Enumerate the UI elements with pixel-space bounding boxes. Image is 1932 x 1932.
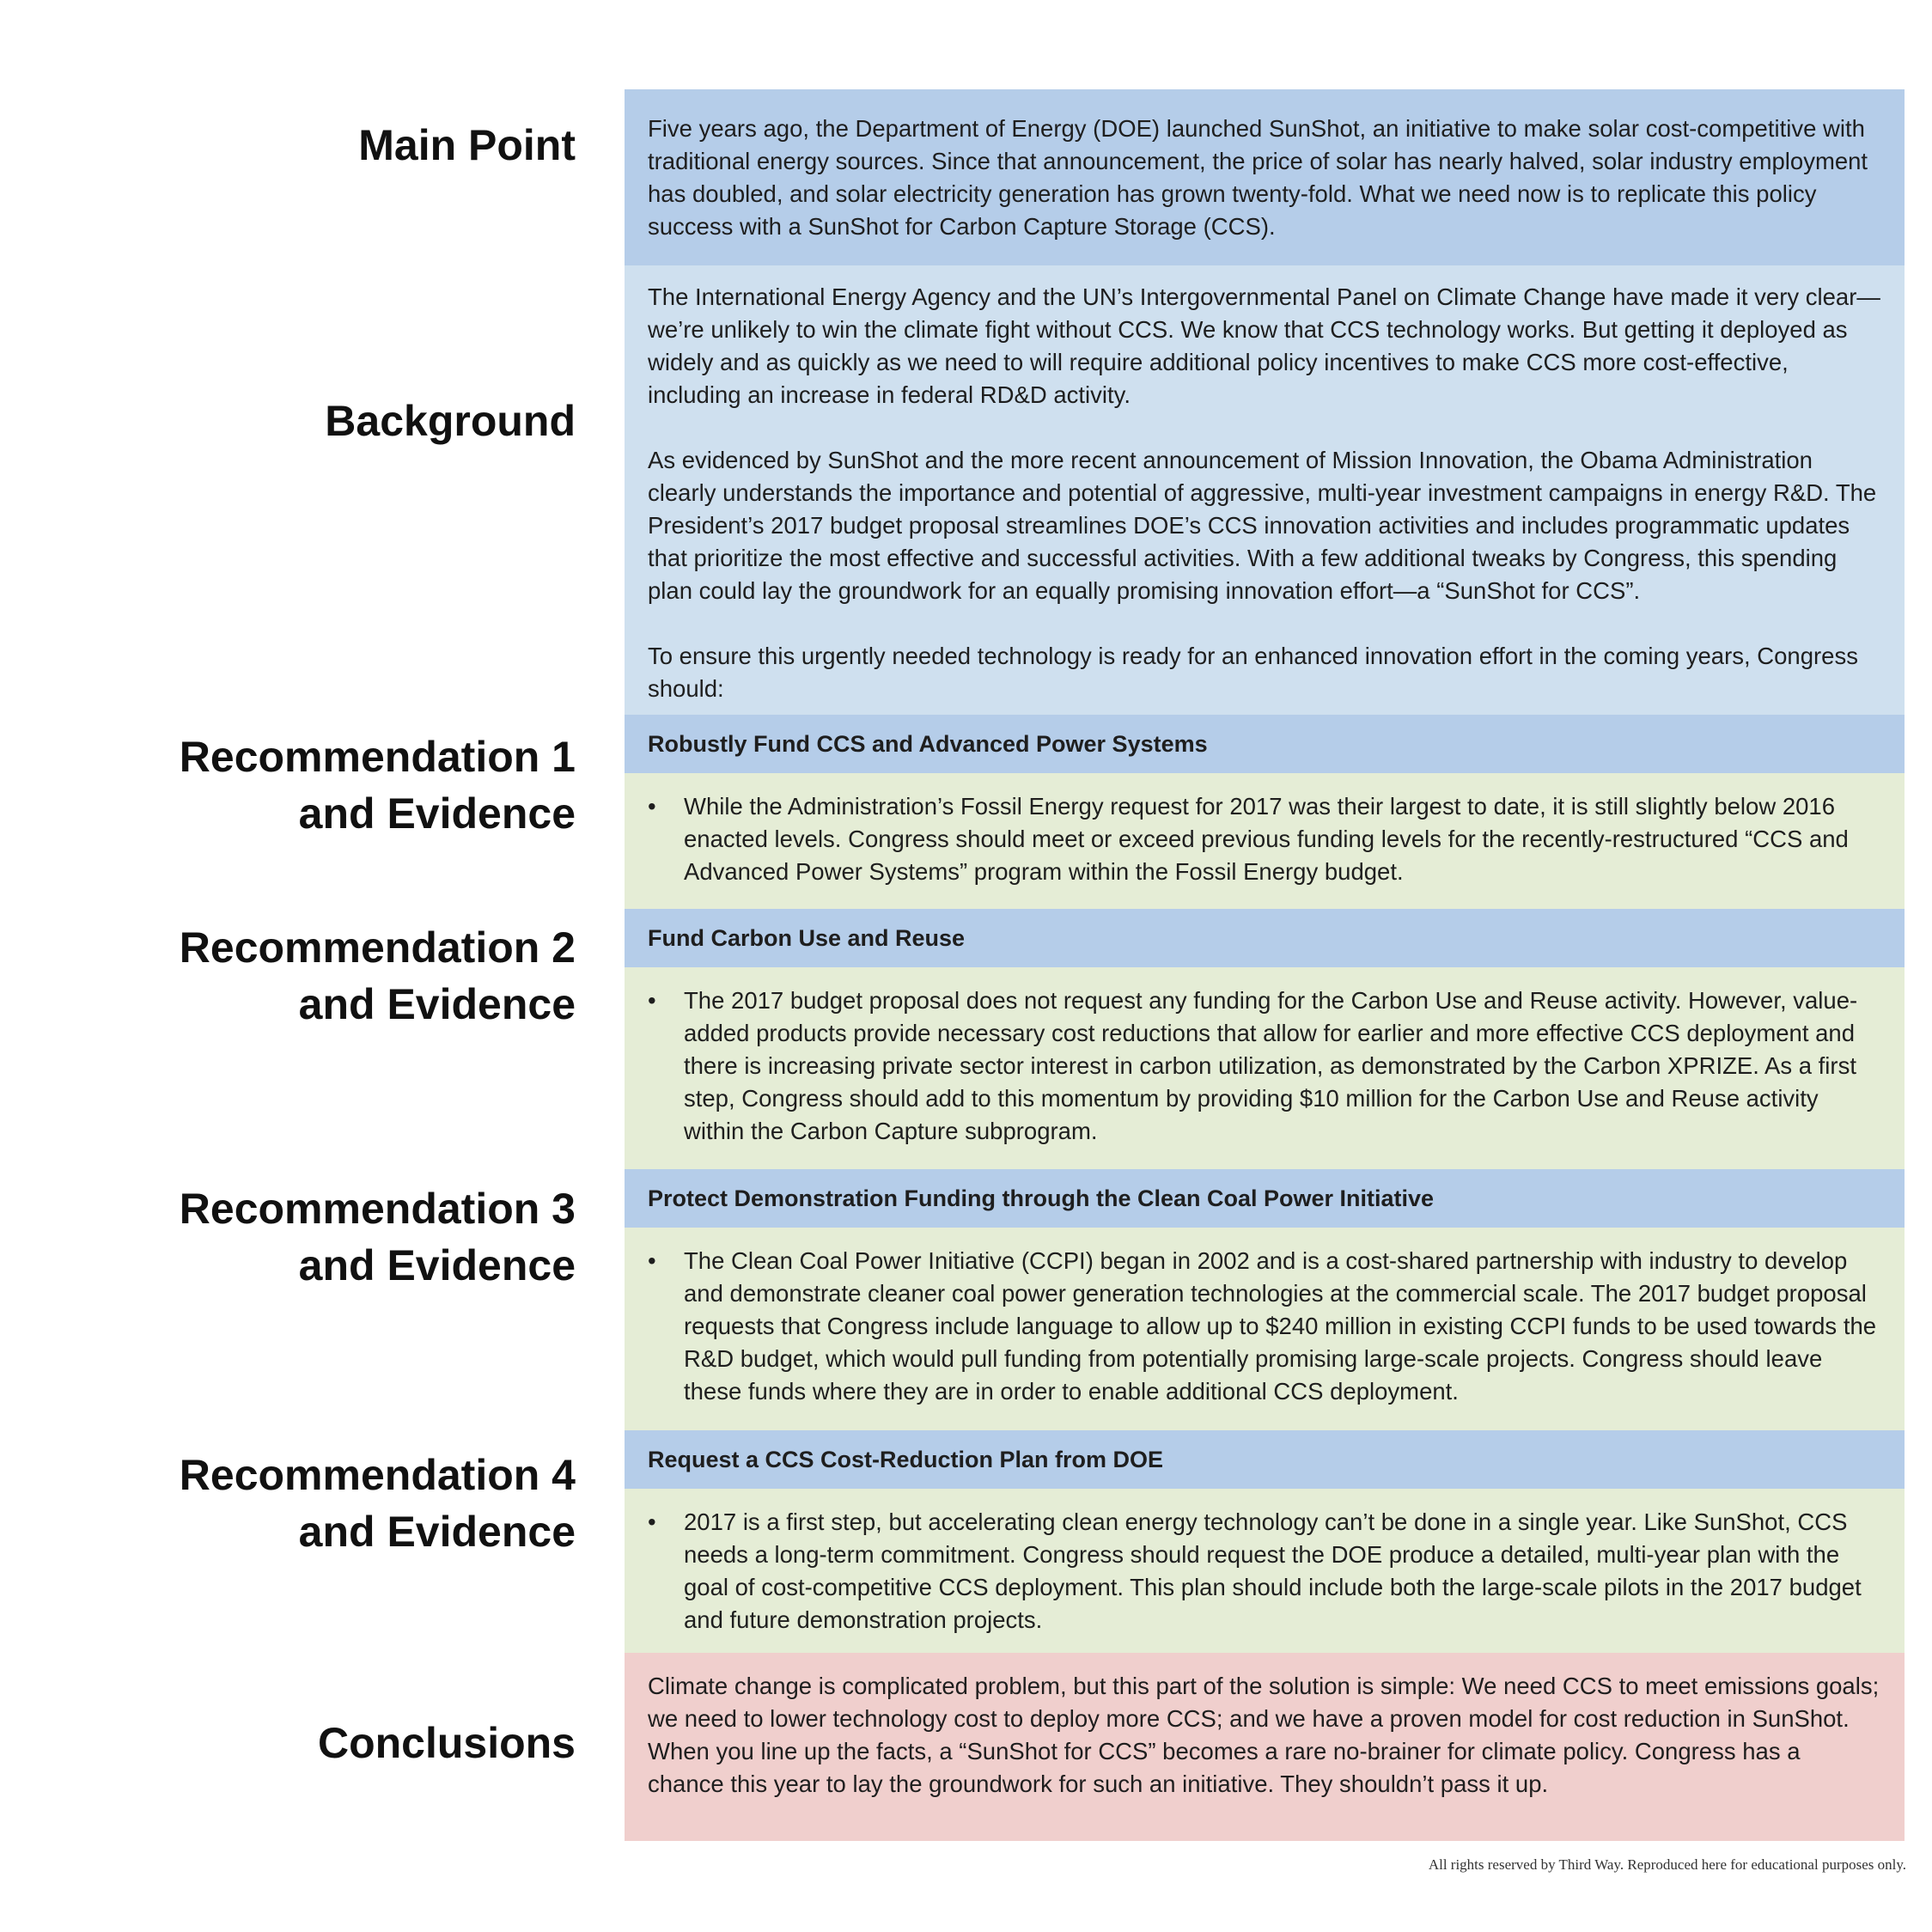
- bullet-icon: •: [648, 793, 656, 820]
- recommendation-4-evidence-item: [648, 1506, 1881, 1636]
- conclusions-text: Climate change is complicated problem, but this part of the solution is simple: We need CCS to meet emissions goals; we need to lower technology cost to deploy more CCS; and we have a proven model for cost reduction in SunShot. When you line up the facts, a “SunShot for CCS” becomes a rare no-brainer for climate policy. Congress has a chance this year to lay the groundwork for such an initiative. They shouldn’t pass it up.: [648, 1673, 1880, 1797]
- recommendation-1-evidence-box: [625, 773, 1905, 909]
- label-recommendation-4: [129, 1447, 576, 1560]
- label-recommendation-3-line2: and Evidence: [298, 1241, 576, 1289]
- background-paragraph-1: The International Energy Agency and the UN’s Intergovernmental Panel on Climate Change have made it very clear—we’re unlikely to win the climate fight without CCS. We know that CCS technology works. But getting it deployed as widely and as quickly as we need to will require additional policy incentives to make CCS more cost-effective, including an increase in federal RD&D activity.: [648, 283, 1880, 408]
- label-recommendation-4-line2: and Evidence: [298, 1508, 576, 1556]
- background-paragraph-2: As evidenced by SunShot and the more recent announcement of Mission Innovation, the Obama Administration clearly understands the importance and potential of aggressive, multi-year investment campaigns in energy R&D. The President’s 2017 budget proposal streamlines DOE’s CCS innovation activities and includes programmatic updates that prioritize the most effective and successful activities. With a few additional tweaks by Congress, this spending plan could lay the groundwork for an equally promising innovation effort—a “SunShot for CCS”.: [648, 447, 1877, 604]
- conclusions-box: [625, 1653, 1905, 1841]
- label-recommendation-3: [129, 1180, 576, 1294]
- recommendation-3-title: Protect Demonstration Funding through the Clean Coal Power Initiative: [648, 1185, 1435, 1211]
- copyright-footer: All rights reserved by Third Way. Reproduced here for educational purposes only.: [1428, 1856, 1906, 1873]
- recommendation-3-evidence-box: [625, 1228, 1905, 1430]
- recommendation-3-title-bar: [625, 1169, 1905, 1228]
- recommendation-4-evidence-box: [625, 1489, 1905, 1653]
- label-recommendation-2-line1: Recommendation 2: [179, 923, 576, 972]
- recommendation-2-title: Fund Carbon Use and Reuse: [648, 925, 966, 951]
- recommendation-1-title: Robustly Fund CCS and Advanced Power Systems: [648, 731, 1208, 757]
- bullet-icon: •: [648, 1247, 656, 1274]
- background-box: [625, 265, 1905, 715]
- recommendation-2-evidence-text: The 2017 budget proposal does not request any funding for the Carbon Use and Reuse activity. However, value-added products provide necessary cost reductions that allow for earlier and more effective CCS deployment and there is increasing private sector interest in carbon utilization, as demonstrated by the Carbon XPRIZE. As a first step, Congress should add to this momentum by providing $10 million for the Carbon Use and Reuse activity within the Carbon Capture subprogram.: [684, 987, 1858, 1144]
- main-point-box: [625, 89, 1905, 265]
- label-background: Background: [325, 397, 576, 445]
- recommendation-2-evidence-item: [648, 984, 1881, 1148]
- label-recommendation-1-line1: Recommendation 1: [179, 733, 576, 781]
- label-recommendation-2: [129, 919, 576, 1033]
- background-paragraph-3: To ensure this urgently needed technology is ready for an enhanced innovation effort in the coming years, Congress should:: [648, 643, 1858, 702]
- main-point-text: Five years ago, the Department of Energy (DOE) launched SunShot, an initiative to make solar cost-competitive with traditional energy sources. Since that announcement, the price of solar has nearly halved, solar industry employment has doubled, and solar electricity generation has grown twenty-fold. What we need now is to replicate this policy success with a SunShot for Carbon Capture Storage (CCS).: [648, 115, 1868, 240]
- recommendation-4-title: Request a CCS Cost-Reduction Plan from DOE: [648, 1447, 1164, 1472]
- recommendation-4-title-bar: [625, 1430, 1905, 1489]
- label-conclusions: Conclusions: [317, 1719, 576, 1767]
- label-main-point: Main Point: [358, 121, 576, 169]
- recommendation-1-title-bar: [625, 715, 1905, 773]
- label-recommendation-3-line1: Recommendation 3: [179, 1185, 576, 1233]
- recommendation-1-evidence-text: While the Administration’s Fossil Energy request for 2017 was their largest to date, it is still slightly below 2016 enacted levels. Congress should meet or exceed previous funding levels for the recently-restructured “CCS and Advanced Power Systems” program within the Fossil Energy budget.: [684, 793, 1849, 885]
- label-recommendation-1-line2: and Evidence: [298, 789, 576, 838]
- bullet-icon: •: [648, 1508, 656, 1535]
- label-recommendation-1: [129, 728, 576, 842]
- recommendation-1-evidence-item: [648, 790, 1881, 888]
- bullet-icon: •: [648, 987, 656, 1014]
- recommendation-3-evidence-text: The Clean Coal Power Initiative (CCPI) began in 2002 and is a cost-shared partnership with industry to develop and demonstrate cleaner coal power generation technologies at the commercial scale. The 2017 budget proposal requests that Congress include language to allow up to $240 million in existing CCPI funds to be used towards the R&D budget, which would pull funding from potentially promising large-scale projects. Congress should leave these funds where they are in order to enable additional CCS deployment.: [684, 1247, 1877, 1405]
- recommendation-3-evidence-item: [648, 1245, 1881, 1408]
- recommendation-4-evidence-text: 2017 is a first step, but accelerating clean energy technology can’t be done in a single year. Like SunShot, CCS needs a long-term commitment. Congress should request the DOE produce a detailed, multi-year plan with the goal of cost-competitive CCS deployment. This plan should include both the large-scale pilots in the 2017 budget and future demonstration projects.: [684, 1508, 1862, 1633]
- label-recommendation-2-line2: and Evidence: [298, 980, 576, 1028]
- recommendation-2-title-bar: [625, 909, 1905, 967]
- recommendation-2-evidence-box: [625, 967, 1905, 1169]
- label-recommendation-4-line1: Recommendation 4: [179, 1451, 576, 1499]
